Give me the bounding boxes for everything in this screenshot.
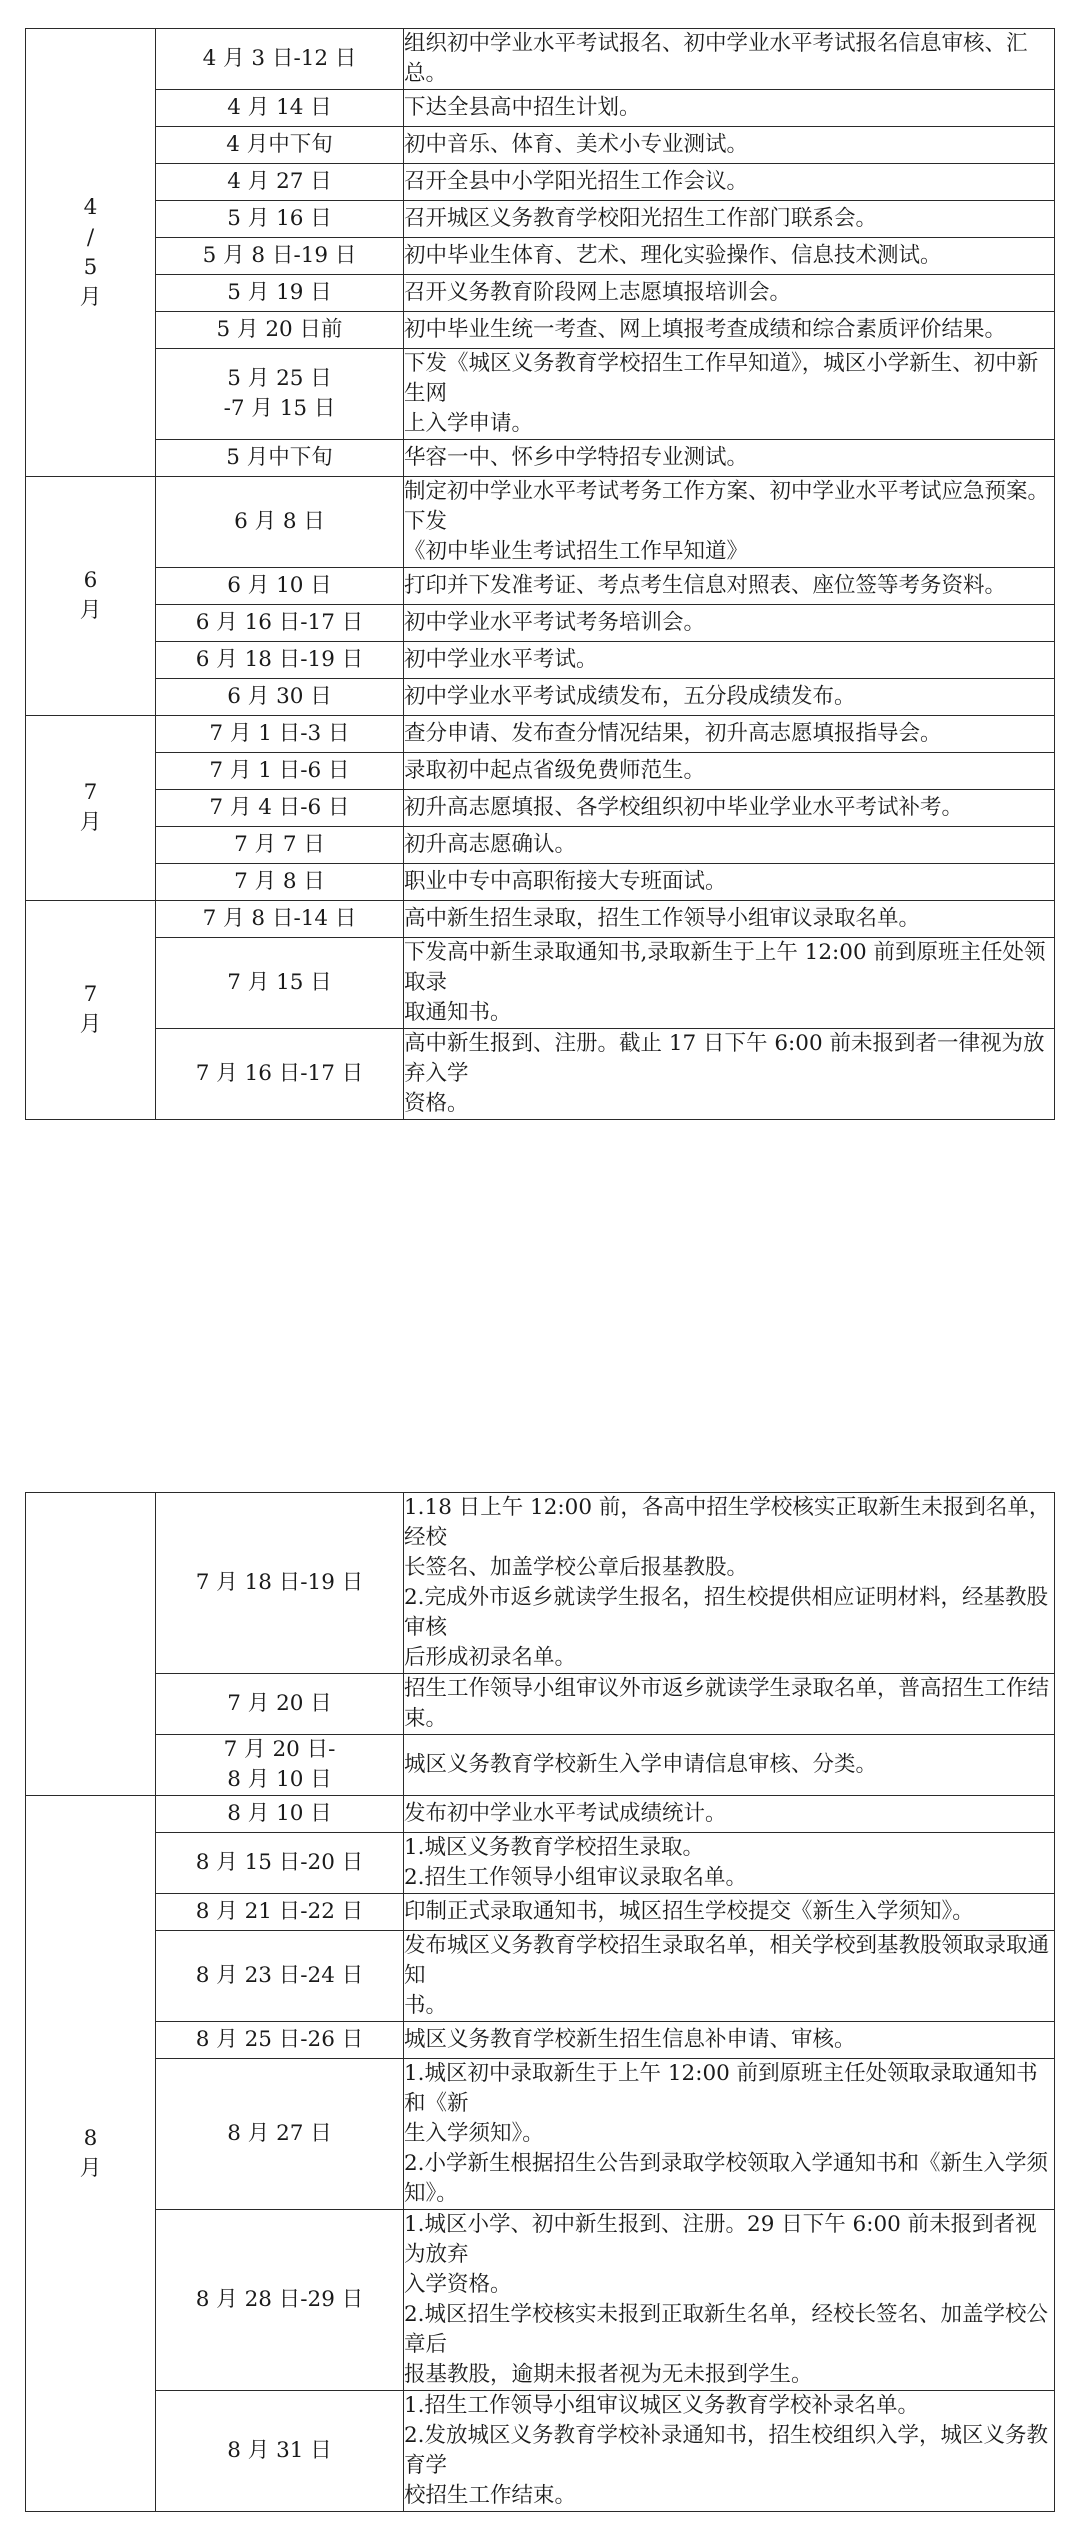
date-cell	[156, 790, 404, 827]
month-cell	[26, 1493, 156, 1796]
description-cell	[404, 440, 1055, 477]
description-cell	[404, 1931, 1055, 2022]
date-cell	[156, 864, 404, 901]
date-cell	[156, 2022, 404, 2059]
table-row	[26, 938, 1055, 1029]
date-cell	[156, 716, 404, 753]
date-text: 6 月 16 日-17 日	[195, 610, 364, 635]
description-cell	[404, 568, 1055, 605]
description-text: 1.城区小学、初中新生报到、注册。29 日下午 6:00 前未报到者视为放弃	[404, 2212, 1037, 2267]
date-cell	[156, 2391, 404, 2512]
date-text: 4 月中下旬	[226, 132, 333, 157]
table-row	[26, 605, 1055, 642]
month-char: 月	[79, 598, 102, 623]
date-text: 7 月 20 日-	[223, 1737, 336, 1762]
description-text: 华容一中、怀乡中学特招专业测试。	[404, 445, 749, 470]
date-cell	[156, 938, 404, 1029]
description-text: 初升高志愿确认。	[404, 832, 577, 857]
date-text: 7 月 8 日-14 日	[202, 906, 357, 931]
date-text: 7 月 15 日	[227, 970, 332, 995]
date-cell	[156, 440, 404, 477]
description-cell	[404, 827, 1055, 864]
table-row	[26, 1894, 1055, 1931]
description-cell	[404, 2022, 1055, 2059]
month-cell	[26, 477, 156, 716]
date-cell	[156, 164, 404, 201]
table-row	[26, 1674, 1055, 1735]
date-text: 5 月 19 日	[227, 280, 332, 305]
table-row	[26, 716, 1055, 753]
table-row	[26, 2059, 1055, 2210]
description-text: 初中毕业生体育、艺术、理化实验操作、信息技术测试。	[404, 243, 942, 268]
table-row	[26, 864, 1055, 901]
description-text: 录取初中起点省级免费师范生。	[404, 758, 706, 783]
description-cell	[404, 349, 1055, 440]
description-text: 生入学须知》。	[404, 2121, 544, 2146]
date-text: 6 月 8 日	[234, 509, 325, 534]
description-cell	[404, 127, 1055, 164]
description-text: 召开义务教育阶段网上志愿填报培训会。	[404, 280, 792, 305]
description-text: 下发《城区义务教育学校招生工作早知道》，城区小学新生、初中新生网	[404, 351, 1039, 406]
description-text: 资格。	[404, 1091, 469, 1116]
date-text: 4 月 3 日-12 日	[202, 46, 357, 71]
description-cell	[404, 2391, 1055, 2512]
date-cell	[156, 605, 404, 642]
month-char: 月	[79, 2155, 102, 2181]
description-text: 初中学业水平考试考务培训会。	[404, 610, 706, 635]
table-row	[26, 1493, 1055, 1674]
description-text: 城区义务教育学校新生招生信息补申请、审核。	[404, 2027, 856, 2052]
description-cell	[404, 938, 1055, 1029]
date-text: 8 月 27 日	[227, 2121, 332, 2146]
table-row	[26, 790, 1055, 827]
description-cell	[404, 238, 1055, 275]
date-cell	[156, 477, 404, 568]
date-cell	[156, 312, 404, 349]
description-text: 1.18 日上午 12:00 前，各高中招生学校核实正取新生未报到名单，经校	[404, 1495, 1051, 1550]
table-row	[26, 477, 1055, 568]
date-text: 8 月 21 日-22 日	[195, 1899, 364, 1924]
month-char: 月	[79, 1012, 102, 1037]
month-char: 月	[79, 284, 102, 310]
date-cell	[156, 1735, 404, 1796]
month-char: 月	[79, 810, 102, 835]
date-text: 4 月 14 日	[227, 95, 332, 120]
description-text: 1.城区义务教育学校招生录取。	[404, 1835, 705, 1860]
description-text: 上入学申请。	[404, 411, 534, 436]
description-text: 高中新生报到、注册。截止 17 日下午 6:00 前未报到者一律视为放弃入学	[404, 1031, 1045, 1086]
table-row	[26, 1029, 1055, 1120]
table-row	[26, 312, 1055, 349]
date-text: 8 月 10 日	[227, 1801, 332, 1826]
date-cell	[156, 2210, 404, 2391]
date-text: 6 月 18 日-19 日	[195, 647, 364, 672]
date-text: 7 月 4 日-6 日	[209, 795, 350, 820]
description-text: 长签名、加盖学校公章后报基教股。	[404, 1555, 749, 1580]
description-text: 下达全县高中招生计划。	[404, 95, 641, 120]
description-text: 组织初中学业水平考试报名、初中学业水平考试报名信息审核、汇总。	[404, 31, 1028, 86]
description-text: 召开全县中小学阳光招生工作会议。	[404, 169, 749, 194]
date-cell	[156, 1029, 404, 1120]
table-row	[26, 827, 1055, 864]
date-text: 5 月 8 日-19 日	[202, 243, 357, 268]
description-text: 入学资格。	[404, 2272, 512, 2297]
month-char: 7	[83, 780, 98, 805]
table-row	[26, 753, 1055, 790]
description-text: 初中学业水平考试成绩发布，五分段成绩发布。	[404, 684, 856, 709]
description-text: 初中学业水平考试。	[404, 647, 598, 672]
description-text: 初升高志愿填报、各学校组织初中毕业学业水平考试补考。	[404, 795, 964, 820]
month-cell	[26, 1796, 156, 2512]
date-text: 8 月 25 日-26 日	[195, 2027, 364, 2052]
description-cell	[404, 1493, 1055, 1674]
description-cell	[404, 275, 1055, 312]
date-text: 6 月 30 日	[227, 684, 332, 709]
date-cell	[156, 753, 404, 790]
date-text: 7 月 1 日-6 日	[209, 758, 350, 783]
description-text: 2.城区招生学校核实未报到正取新生名单，经校长签名、加盖学校公章后	[404, 2302, 1049, 2357]
description-cell	[404, 90, 1055, 127]
date-cell	[156, 901, 404, 938]
description-cell	[404, 2059, 1055, 2210]
date-cell	[156, 29, 404, 90]
table-row	[26, 29, 1055, 90]
month-cell	[26, 29, 156, 477]
month-cell	[26, 901, 156, 1120]
table-row	[26, 642, 1055, 679]
month-char: 6	[83, 568, 98, 593]
table-row	[26, 2022, 1055, 2059]
table-row	[26, 1796, 1055, 1833]
description-cell	[404, 901, 1055, 938]
description-text: 印制正式录取通知书，城区招生学校提交《新生入学须知》。	[404, 1899, 974, 1924]
description-text: 职业中专中高职衔接大专班面试。	[404, 869, 727, 894]
description-text: 2.完成外市返乡就读学生报名，招生校提供相应证明材料，经基教股审核	[404, 1585, 1049, 1640]
table-row	[26, 1735, 1055, 1796]
description-cell	[404, 753, 1055, 790]
month-char: 7	[83, 982, 98, 1007]
description-cell	[404, 679, 1055, 716]
description-text: 初中音乐、体育、美术小专业测试。	[404, 132, 749, 157]
date-cell	[156, 827, 404, 864]
schedule-table	[25, 1492, 1055, 2512]
date-cell	[156, 1931, 404, 2022]
date-cell	[156, 90, 404, 127]
date-text: 6 月 10 日	[227, 573, 332, 598]
description-cell	[404, 1796, 1055, 1833]
description-cell	[404, 29, 1055, 90]
description-text: 1.城区初中录取新生于上午 12:00 前到原班主任处领取录取通知书和《新	[404, 2061, 1038, 2116]
description-cell	[404, 201, 1055, 238]
description-text: 书。	[404, 1993, 448, 2018]
description-text: 取通知书。	[404, 1000, 512, 1025]
description-text: 校招生工作结束。	[404, 2483, 577, 2508]
description-text: 《初中毕业生考试招生工作早知道》	[404, 539, 749, 564]
month-char: 5	[83, 254, 98, 280]
description-cell	[404, 1894, 1055, 1931]
table-row	[26, 1931, 1055, 2022]
date-cell	[156, 2059, 404, 2210]
date-text: 8 月 28 日-29 日	[195, 2287, 364, 2312]
description-text: 制定初中学业水平考试考务工作方案、初中学业水平考试应急预案。下发	[404, 479, 1050, 534]
description-text: 召开城区义务教育学校阳光招生工作部门联系会。	[404, 206, 878, 231]
table-row	[26, 679, 1055, 716]
date-cell	[156, 1894, 404, 1931]
description-cell	[404, 2210, 1055, 2391]
date-text: 5 月 20 日前	[216, 317, 343, 342]
description-text: 城区义务教育学校新生入学申请信息审核、分类。	[404, 1752, 878, 1777]
table-row	[26, 568, 1055, 605]
date-cell	[156, 1493, 404, 1674]
table-row	[26, 127, 1055, 164]
date-cell	[156, 275, 404, 312]
date-text: 4 月 27 日	[227, 169, 332, 194]
date-cell	[156, 642, 404, 679]
date-text: 5 月 25 日	[227, 366, 332, 391]
description-text: 下发高中新生录取通知书,录取新生于上午 12:00 前到原班主任处领取录	[404, 940, 1046, 995]
description-cell	[404, 790, 1055, 827]
date-text: 7 月 1 日-3 日	[209, 721, 350, 746]
date-cell	[156, 568, 404, 605]
month-cell	[26, 716, 156, 901]
table-row	[26, 1833, 1055, 1894]
description-cell	[404, 864, 1055, 901]
description-text: 2.小学新生根据招生公告到录取学校领取入学通知书和《新生入学须知》。	[404, 2151, 1049, 2206]
date-text: 5 月中下旬	[226, 445, 333, 470]
date-cell	[156, 1796, 404, 1833]
date-text: 7 月 7 日	[234, 832, 325, 857]
month-char: /	[86, 224, 95, 250]
date-cell	[156, 349, 404, 440]
description-text: 2.招生工作领导小组审议录取名单。	[404, 1865, 748, 1890]
date-text: 5 月 16 日	[227, 206, 332, 231]
description-text: 查分申请、发布查分情况结果，初升高志愿填报指导会。	[404, 721, 942, 746]
description-text: 1.招生工作领导小组审议城区义务教育学校补录名单。	[404, 2393, 920, 2418]
table-row	[26, 901, 1055, 938]
date-cell	[156, 127, 404, 164]
date-text: 7 月 16 日-17 日	[195, 1061, 364, 1086]
table-row	[26, 164, 1055, 201]
date-text: 8 月 15 日-20 日	[195, 1850, 364, 1875]
month-char: 8	[83, 2125, 98, 2151]
description-text: 报基教股，逾期未报者视为无未报到学生。	[404, 2362, 813, 2387]
description-text: 发布初中学业水平考试成绩统计。	[404, 1801, 727, 1826]
description-cell	[404, 642, 1055, 679]
description-cell	[404, 164, 1055, 201]
date-cell	[156, 201, 404, 238]
table-row	[26, 201, 1055, 238]
date-text: 8 月 31 日	[227, 2438, 332, 2463]
table-row	[26, 275, 1055, 312]
description-cell	[404, 1029, 1055, 1120]
description-cell	[404, 312, 1055, 349]
date-cell	[156, 238, 404, 275]
table-row	[26, 90, 1055, 127]
description-text: 招生工作领导小组审议外市返乡就读学生录取名单，普高招生工作结束。	[404, 1676, 1050, 1731]
date-text: 7 月 18 日-19 日	[195, 1570, 364, 1595]
description-cell	[404, 477, 1055, 568]
description-cell	[404, 605, 1055, 642]
table-row	[26, 238, 1055, 275]
table-row	[26, 349, 1055, 440]
date-text: -7 月 15 日	[223, 396, 336, 421]
description-text: 打印并下发准考证、考点考生信息对照表、座位签等考务资料。	[404, 573, 1007, 598]
date-text: 8 月 10 日	[227, 1767, 332, 1792]
description-text: 后形成初录名单。	[404, 1645, 577, 1670]
table-row	[26, 2210, 1055, 2391]
date-cell	[156, 1674, 404, 1735]
description-text: 2.发放城区义务教育学校补录通知书，招生校组织入学，城区义务教育学	[404, 2423, 1049, 2478]
description-cell	[404, 1735, 1055, 1796]
table-row	[26, 2391, 1055, 2512]
description-cell	[404, 1833, 1055, 1894]
date-cell	[156, 679, 404, 716]
description-text: 发布城区义务教育学校招生录取名单，相关学校到基教股领取录取通知	[404, 1933, 1050, 1988]
description-text: 初中毕业生统一考查、网上填报考查成绩和综合素质评价结果。	[404, 317, 1007, 342]
date-text: 7 月 8 日	[234, 869, 325, 894]
description-cell	[404, 716, 1055, 753]
description-text: 高中新生招生录取，招生工作领导小组审议录取名单。	[404, 906, 921, 931]
date-cell	[156, 1833, 404, 1894]
table-row	[26, 440, 1055, 477]
date-text: 7 月 20 日	[227, 1691, 332, 1716]
date-text: 8 月 23 日-24 日	[195, 1963, 364, 1988]
description-cell	[404, 1674, 1055, 1735]
schedule-table	[25, 28, 1055, 1120]
month-char: 4	[83, 194, 98, 220]
